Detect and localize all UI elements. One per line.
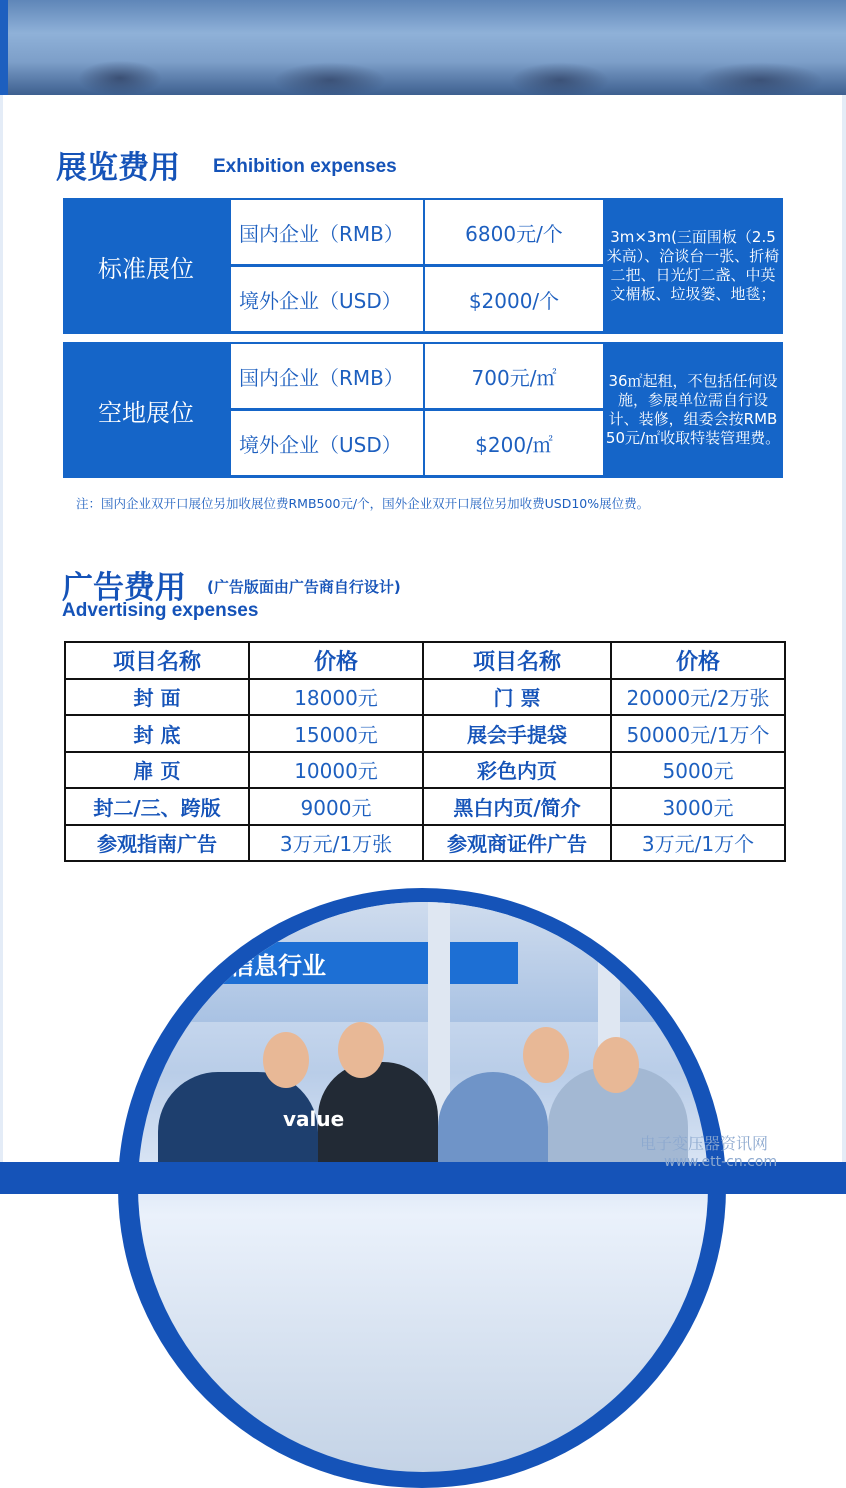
table-row [65,752,785,789]
item-name: 封 面 [65,679,249,716]
exhibition-title-cn: 展览费用 [56,150,180,186]
photo-face [263,1032,309,1088]
table-header-row [65,642,785,679]
raw-space-note: 36㎡起租，不包括任何设施，参展单位需自行设计、装修，组委会按RMB 50元/㎡收取特装管理费。 [605,372,781,447]
advertising-price-table [64,641,786,862]
advertising-title-en: Advertising expenses [62,600,259,621]
standard-overseas-label: 境外企业（USD） [231,267,423,331]
raw-overseas-label: 境外企业（USD） [231,411,423,475]
exhibition-title-en: Exhibition expenses [213,156,397,177]
item-name: 封二/三、跨版 [65,788,249,825]
item-price: 3000元 [611,788,785,825]
item-name: 门 票 [423,679,611,716]
header-item-name: 项目名称 [423,642,611,679]
item-price: 3万元/1万张 [249,825,423,862]
exhibition-footnote: 注：国内企业双开口展位另加收展位费RMB500元/个，国外企业双开口展位另加收费USD10%展位费。 [76,496,650,511]
advertising-subtitle-cn: (广告版面由广告商自行设计) [207,578,401,596]
header-item-name: 项目名称 [65,642,249,679]
raw-space-name: 空地展位 [98,398,194,427]
standard-booth-name: 标准展位 [98,254,194,283]
item-price: 5000元 [611,752,785,789]
watermark-cn: 电子变压器资讯网 [640,1134,769,1153]
photo-face [523,1027,569,1083]
photo-shirt-text: value [283,1107,345,1131]
standard-overseas-price: $2000/个 [425,267,603,331]
item-price: 9000元 [249,788,423,825]
table-row [65,679,785,716]
item-price: 10000元 [249,752,423,789]
table-row [65,715,785,752]
item-price: 18000元 [249,679,423,716]
raw-overseas-price: $200/㎡ [425,411,603,475]
header-price: 价格 [249,642,423,679]
standard-domestic-label: 国内企业（RMB） [231,200,423,264]
item-name: 彩色内页 [423,752,611,789]
top-banner-photo [0,0,846,95]
banner-edge [0,0,8,95]
photo-visitor [438,1072,548,1172]
page-border-left [0,95,3,1170]
item-price: 3万元/1万个 [611,825,785,862]
item-name: 封 底 [65,715,249,752]
item-name: 扉 页 [65,752,249,789]
raw-domestic-label: 国内企业（RMB） [231,344,423,408]
item-name: 参观商证件广告 [423,825,611,862]
item-price: 20000元/2万张 [611,679,785,716]
page-border-right [842,95,846,1170]
photo-signboard: 信息行业 [218,942,518,984]
watermark-url: www.ett-cn.com [664,1154,778,1170]
standard-booth-note: 3m×3m(三面围板（2.5米高）、洽谈台一张、折椅二把、日光灯二盏、中英文楣板、垃圾篓、地毯； [606,228,780,303]
advertising-title-cn: 广告费用 [62,570,186,606]
raw-domestic-price: 700元/㎡ [425,344,603,408]
item-name: 参观指南广告 [65,825,249,862]
header-price: 价格 [611,642,785,679]
photo-face [338,1022,384,1078]
item-name: 展会手提袋 [423,715,611,752]
table-row [65,825,785,862]
item-name: 黑白内页/简介 [423,788,611,825]
standard-domestic-price: 6800元/个 [425,200,603,264]
photo-face [593,1037,639,1093]
item-price: 50000元/1万个 [611,715,785,752]
item-price: 15000元 [249,715,423,752]
watermark [640,1135,777,1171]
table-row [65,788,785,825]
